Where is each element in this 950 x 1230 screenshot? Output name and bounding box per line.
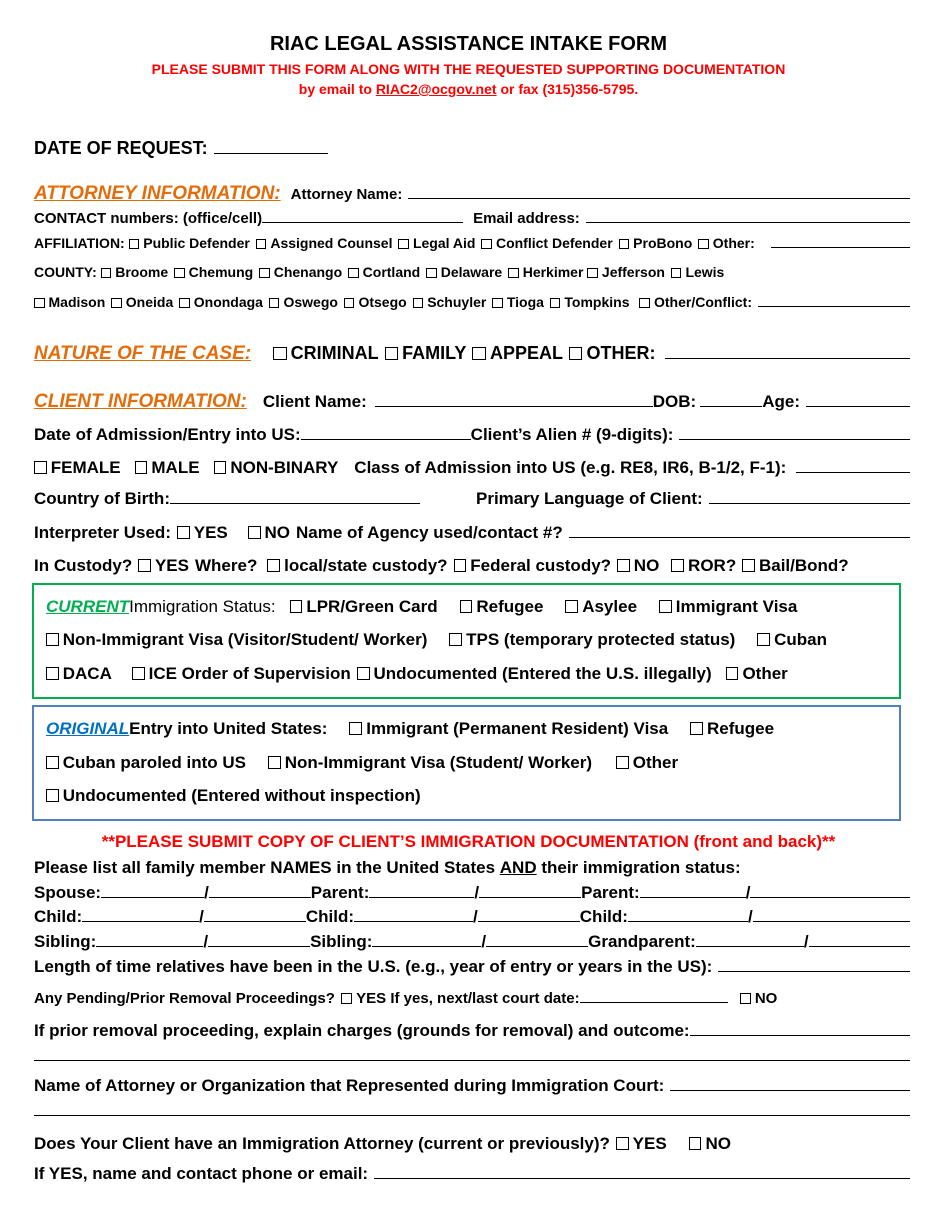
county-row-2 [34,294,910,310]
checkbox-icon[interactable] [46,756,59,769]
county-chemung[interactable]: Chemung [174,264,253,280]
checkbox-icon[interactable] [269,298,280,309]
checkbox-icon[interactable] [267,559,280,572]
checkbox-icon[interactable] [341,993,352,1004]
child-3-status-field[interactable] [753,921,910,922]
spouse-label: Spouse: [34,883,102,902]
date-of-request-field[interactable] [214,153,328,154]
checkbox-icon[interactable] [177,526,190,539]
checkbox-icon[interactable] [698,239,709,250]
checkbox-icon[interactable] [248,526,261,539]
county-oneida[interactable]: Oneida [111,294,173,310]
grandparent-label: Grandparent: [588,932,696,951]
status-non-immigrant-visa[interactable]: Non-Immigrant Visa (Visitor/Student/ Worker) [46,630,427,650]
alien-number-field[interactable] [679,439,910,440]
gender-male[interactable]: MALE [135,458,200,478]
admission-row [34,425,910,445]
checkbox-icon[interactable] [481,239,492,250]
sibling-2-status-field[interactable] [486,946,588,947]
length-of-time-field[interactable] [718,971,910,972]
notice-suffix: or fax (315)356-5795. [496,81,639,97]
child-2-name-field[interactable] [354,921,473,922]
family-intro-and: AND [499,858,537,877]
checkbox-icon[interactable] [619,239,630,250]
current-status-label: Immigration Status: [129,597,276,616]
country-of-birth-field[interactable] [170,503,420,504]
parent-label-2: Parent: [581,883,640,902]
admission-date-field[interactable] [301,439,471,440]
email-address-label: Email address: [473,210,580,227]
checkbox-icon[interactable] [742,559,755,572]
dob-field[interactable] [700,406,762,407]
checkbox-icon[interactable] [413,298,424,309]
current-status-row-3 [46,664,910,684]
child-1-status-field[interactable] [204,921,306,922]
slash: / [745,883,751,902]
immigration-attorney-question: Does Your Client have an Immigration Attorney (current or previously)? [34,1134,610,1153]
attorney-name-label: Attorney Name: [290,186,403,203]
date-of-request-row [34,138,910,159]
checkbox-icon[interactable] [290,600,303,613]
county-chenango[interactable]: Chenango [259,264,342,280]
status-ice-supervision[interactable]: ICE Order of Supervision [132,664,351,684]
checkbox-icon[interactable] [129,239,140,250]
checkbox-icon[interactable] [472,347,486,361]
checkbox-icon[interactable] [348,268,359,279]
county-lewis[interactable]: Lewis [671,264,724,280]
family-intro [34,858,910,878]
admission-date-label: Date of Admission/Entry into US: [34,425,301,444]
original-entry-row-1 [46,719,910,739]
slash: / [481,932,487,951]
checkbox-icon[interactable] [492,298,503,309]
checkbox-icon[interactable] [671,268,682,279]
checkbox-icon[interactable] [617,559,630,572]
county-otsego[interactable]: Otsego [344,294,407,310]
client-name-field[interactable] [375,406,653,407]
checkbox-icon[interactable] [46,789,59,802]
custody-bail-bond[interactable]: Bail/Bond? [742,556,848,576]
date-of-request-label: DATE OF REQUEST: [34,138,208,158]
represented-label: Name of Attorney or Organization that Represented during Immigration Court: [34,1076,665,1095]
checkbox-icon[interactable] [256,239,267,250]
original-heading: ORIGINAL [46,719,130,738]
prior-removal-extra-line[interactable] [34,1047,910,1061]
age-label: Age: [762,392,800,411]
checkbox-icon[interactable] [454,559,467,572]
checkbox-icon[interactable] [174,268,185,279]
sibling-1-name-field[interactable] [96,946,203,947]
length-of-time-label: Length of time relatives have been in the U.S. (e.g., year of entry or years in the US): [34,957,713,976]
affiliation-conflict-defender[interactable]: Conflict Defender [481,235,612,251]
slash: / [204,883,209,902]
checkbox-icon[interactable] [268,756,281,769]
custody-federal[interactable]: Federal custody? [454,556,612,576]
length-of-time-row [34,957,910,977]
checkbox-icon[interactable] [214,461,227,474]
original-entry-row-2 [46,753,910,773]
custody-ror[interactable]: ROR? [671,556,736,576]
custody-label: In Custody? [34,556,133,575]
county-jefferson[interactable]: Jefferson [587,264,665,280]
checkbox-icon[interactable] [273,347,287,361]
checkbox-icon[interactable] [179,298,190,309]
checkbox-icon[interactable] [349,722,362,735]
parent-1-status-field[interactable] [479,897,581,898]
removal-yes[interactable]: YES If yes, next/last court date: [341,990,580,1007]
interpreter-no[interactable]: NO [248,523,290,543]
where-label: Where? [195,556,258,575]
slash: / [474,883,480,902]
documentation-warning: **PLEASE SUBMIT COPY OF CLIENT’S IMMIGRATION DOCUMENTATION (front and back)** [101,832,836,851]
county-broome[interactable]: Broome [101,264,168,280]
checkbox-icon[interactable] [659,600,672,613]
status-lpr[interactable]: LPR/Green Card [290,597,438,617]
affiliation-row [34,235,910,251]
nature-criminal[interactable]: CRIMINAL [273,343,379,364]
status-asylee[interactable]: Asylee [565,597,637,617]
attorney-name-row [34,183,910,205]
gender-row [34,458,910,478]
custody-yes[interactable]: YES [138,556,189,576]
parent-1-name-field[interactable] [369,897,474,898]
slash: / [203,932,209,951]
immigration-attorney-yes[interactable]: YES [616,1134,667,1154]
checkbox-icon[interactable] [398,239,409,250]
county-other-field[interactable] [758,306,910,307]
contact-numbers-label: CONTACT numbers: (office/cell) [34,210,263,227]
represented-row [34,1076,910,1096]
checkbox-icon[interactable] [132,667,145,680]
gender-non-binary[interactable]: NON-BINARY [214,458,339,478]
interpreter-label: Interpreter Used: [34,523,171,542]
parent-label: Parent: [310,883,370,902]
primary-language-field[interactable] [709,503,910,504]
affiliation-assigned-counsel[interactable]: Assigned Counsel [256,235,393,251]
county-tioga[interactable]: Tioga [492,294,544,310]
status-daca[interactable]: DACA [46,664,112,684]
family-row-1 [34,883,910,903]
checkbox-icon[interactable] [616,1137,629,1150]
court-date-field[interactable] [580,1002,728,1003]
submission-contact [0,81,937,97]
sibling-2-name-field[interactable] [372,946,481,947]
checkbox-icon[interactable] [111,298,122,309]
prior-removal-label: If prior removal proceeding, explain charges (grounds for removal) and outcome: [34,1021,690,1040]
entry-cuban-paroled[interactable]: Cuban paroled into US [46,753,246,773]
checkbox-icon[interactable] [726,667,739,680]
original-entry-row-3 [46,786,910,806]
affiliation-other-field[interactable] [771,247,910,248]
checkbox-icon[interactable] [565,600,578,613]
nature-appeal[interactable]: APPEAL [472,343,563,364]
client-name-row [34,391,910,413]
current-status-row-2 [46,630,910,650]
email-address-field[interactable] [586,222,910,223]
child-1-name-field[interactable] [82,921,199,922]
prior-removal-field[interactable] [690,1035,910,1036]
county-label: COUNTY: [34,264,97,280]
interpreter-yes[interactable]: YES [177,523,228,543]
sibling-label-2: Sibling: [310,932,373,951]
checkbox-icon[interactable] [34,461,47,474]
status-refugee[interactable]: Refugee [460,597,544,617]
contact-numbers-field[interactable] [262,222,463,223]
sibling-label: Sibling: [34,932,97,951]
checkbox-icon[interactable] [46,667,59,680]
slash: / [747,907,753,926]
child-2-status-field[interactable] [478,921,580,922]
affiliation-legal-aid[interactable]: Legal Aid [398,235,475,251]
checkbox-icon[interactable] [34,298,45,309]
county-herkimer[interactable]: Herkimer [508,264,583,280]
original-entry-label: Entry into United States: [129,719,328,738]
county-other-conflict[interactable]: Other/Conflict: [639,294,752,310]
checkbox-icon[interactable] [357,667,370,680]
parent-2-status-field[interactable] [750,897,910,898]
nature-family[interactable]: FAMILY [385,343,467,364]
checkbox-icon[interactable] [101,268,112,279]
family-row-2 [34,907,910,927]
represented-field[interactable] [670,1090,910,1091]
checkbox-icon[interactable] [385,347,399,361]
status-undocumented[interactable]: Undocumented (Entered the U.S. illegally) [357,664,712,684]
agency-label: Name of Agency used/contact #? [296,523,563,542]
sibling-1-status-field[interactable] [208,946,310,947]
current-status-row-1 [46,597,910,617]
represented-extra-line[interactable] [34,1102,910,1116]
spouse-name-field[interactable] [101,897,204,898]
child-label: Child: [34,907,83,926]
removal-row [34,990,910,1007]
immigration-attorney-contact-field[interactable] [374,1178,910,1179]
child-3-name-field[interactable] [628,921,748,922]
checkbox-icon[interactable] [690,722,703,735]
nature-other-field[interactable] [665,358,910,359]
checkbox-icon[interactable] [138,559,151,572]
country-language-row [34,489,910,509]
spouse-status-field[interactable] [209,897,311,898]
removal-no[interactable]: NO [740,990,778,1007]
checkbox-icon[interactable] [344,298,355,309]
family-intro-a: Please list all family member NAMES in the United States [34,858,500,877]
dob-label: DOB: [652,392,697,411]
affiliation-probono[interactable]: ProBono [619,235,693,251]
county-schuyler[interactable]: Schuyler [413,294,487,310]
nature-section-heading: NATURE OF THE CASE: [34,343,252,364]
removal-label: Any Pending/Prior Removal Proceedings? [34,990,335,1007]
affiliation-public-defender[interactable]: Public Defender [129,235,250,251]
checkbox-icon[interactable] [689,1137,702,1150]
child-label-2: Child: [305,907,355,926]
grandparent-status-field[interactable] [809,946,910,947]
parent-2-name-field[interactable] [640,897,746,898]
attorney-section-heading: ATTORNEY INFORMATION: [34,183,281,204]
submission-notice: PLEASE SUBMIT THIS FORM ALONG WITH THE REQUESTED SUPPORTING DOCUMENTATION [151,61,786,77]
county-onondaga[interactable]: Onondaga [179,294,263,310]
custody-no[interactable]: NO [617,556,659,576]
entry-non-immigrant-visa[interactable]: Non-Immigrant Visa (Student/ Worker) [268,753,592,773]
checkbox-icon[interactable] [740,993,751,1004]
entry-immigrant-visa[interactable]: Immigrant (Permanent Resident) Visa [349,719,668,739]
checkbox-icon[interactable] [639,298,650,309]
form-title: RIAC LEGAL ASSISTANCE INTAKE FORM [269,33,668,55]
prior-removal-row [34,1021,910,1041]
status-cuban[interactable]: Cuban [757,630,827,650]
grandparent-name-field[interactable] [696,946,804,947]
checkbox-icon[interactable] [135,461,148,474]
slash: / [473,907,478,926]
agency-field[interactable] [569,537,910,538]
checkbox-icon[interactable] [757,633,770,646]
gender-female[interactable]: FEMALE [34,458,121,478]
checkbox-icon[interactable] [259,268,270,279]
age-field[interactable] [806,406,910,407]
class-of-admission-field[interactable] [796,472,910,473]
entry-other[interactable]: Other [616,753,678,773]
checkbox-icon[interactable] [550,298,561,309]
custody-local-state[interactable]: local/state custody? [267,556,447,576]
client-section-heading: CLIENT INFORMATION: [34,391,247,412]
nature-of-case-row [34,343,910,365]
checkbox-icon[interactable] [508,268,519,279]
status-other[interactable]: Other [726,664,788,684]
attorney-contact-row [34,210,910,227]
slash: / [199,907,204,926]
county-delaware[interactable]: Delaware [426,264,502,280]
family-intro-b: their immigration status: [536,858,741,877]
checkbox-icon[interactable] [671,559,684,572]
immigration-attorney-row [34,1134,910,1154]
email-link[interactable]: RIAC2@ocgov.net [375,81,497,97]
immigration-attorney-contact-label: If YES, name and contact phone or email: [34,1164,369,1183]
entry-refugee[interactable]: Refugee [690,719,774,739]
entry-undocumented[interactable]: Undocumented (Entered without inspection) [46,786,421,806]
custody-row [34,556,910,576]
child-label-3: Child: [579,907,628,926]
slash: / [803,932,809,951]
county-cortland[interactable]: Cortland [348,264,420,280]
affiliation-label: AFFILIATION: [34,235,125,251]
interpreter-row [34,523,910,543]
county-tompkins[interactable]: Tompkins [550,294,630,310]
family-row-3 [34,932,910,952]
checkbox-icon[interactable] [569,347,583,361]
attorney-name-field[interactable] [408,198,910,199]
checkbox-icon[interactable] [587,268,598,279]
nature-other[interactable]: OTHER: [569,343,656,364]
checkbox-icon[interactable] [449,633,462,646]
client-name-label: Client Name: [262,392,367,411]
notice-prefix: by email to [298,81,376,97]
checkbox-icon[interactable] [460,600,473,613]
county-row-1 [34,264,910,280]
affiliation-other[interactable]: Other: [698,235,755,251]
county-madison[interactable]: Madison [34,294,105,310]
immigration-attorney-contact-row [34,1164,910,1184]
immigration-attorney-no[interactable]: NO [689,1134,731,1154]
checkbox-icon[interactable] [616,756,629,769]
checkbox-icon[interactable] [426,268,437,279]
checkbox-icon[interactable] [46,633,59,646]
country-of-birth-label: Country of Birth: [34,489,170,508]
county-oswego[interactable]: Oswego [269,294,338,310]
status-tps[interactable]: TPS (temporary protected status) [449,630,735,650]
class-of-admission-label: Class of Admission into US (e.g. RE8, IR6, B-1/2, F-1): [354,458,787,477]
status-immigrant-visa[interactable]: Immigrant Visa [659,597,797,617]
primary-language-label: Primary Language of Client: [475,489,703,508]
alien-number-label: Client’s Alien # (9-digits): [470,425,674,444]
current-heading: CURRENT [46,597,130,616]
